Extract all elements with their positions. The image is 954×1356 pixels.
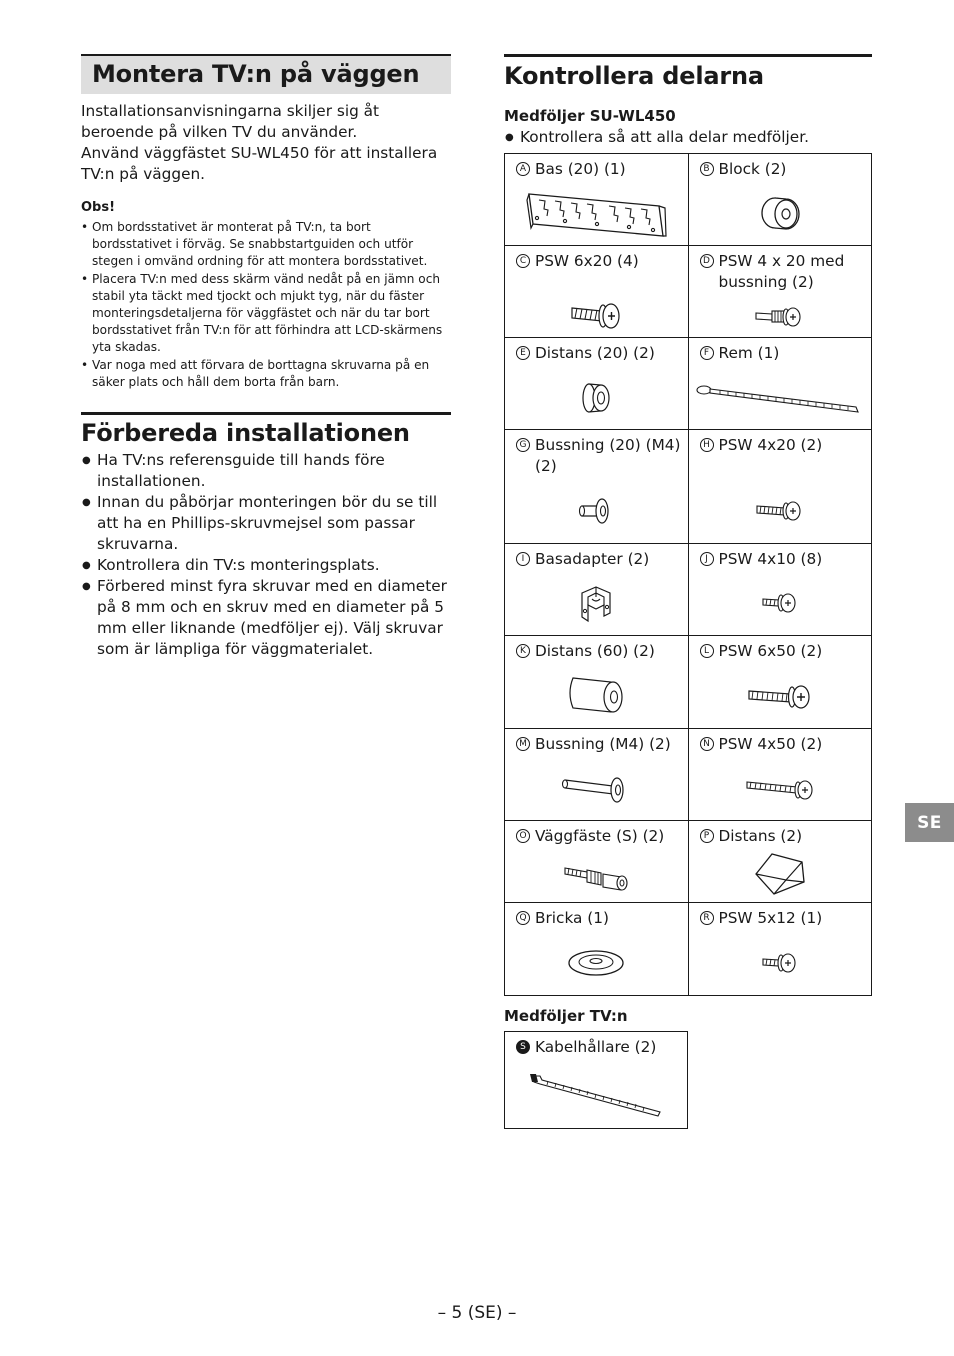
section-heading-mount: Montera TV:n på väggen	[81, 54, 451, 94]
base-bracket-icon	[525, 186, 667, 242]
part-label: Basadapter (2)	[535, 550, 650, 568]
included-with-tv-heading: Medföljer TV:n	[504, 1007, 628, 1025]
screw-icon	[761, 591, 799, 615]
part-cell-c	[505, 246, 689, 338]
letter-q-icon: Q	[516, 911, 530, 925]
note-item: • Om bordsstativet är monterat på TV:n, ta bort bordsstativet i förväg. Se snabbstartguiden och utför stegen i omvänd ordning för att montera bordsstativet.	[81, 219, 451, 271]
note-item: • Var noga med att förvara de borttagna skruvarna på en säker plats och håll dem borta från barn.	[81, 357, 451, 391]
letter-i-icon: I	[516, 552, 530, 566]
part-cell-e	[505, 338, 689, 430]
part-label: Bussning (M4) (2)	[535, 735, 671, 753]
screw-icon	[761, 951, 799, 975]
part-cell-k	[505, 636, 689, 729]
part-cell-d	[688, 246, 872, 338]
part-label: PSW 4x50 (2)	[718, 735, 823, 753]
letter-j-icon: J	[700, 552, 714, 566]
long-bushing-icon	[561, 774, 631, 804]
left-column	[81, 54, 451, 660]
strap-icon	[696, 381, 864, 417]
part-label: Distans (20) (2)	[535, 344, 655, 362]
long-spacer-icon	[565, 674, 627, 716]
letter-e-icon: E	[516, 346, 530, 360]
prepare-item: ● Ha TV:ns referensguide till hands före installationen.	[81, 450, 451, 492]
part-label: Kabelhållare (2)	[535, 1038, 657, 1056]
spacer-icon	[579, 381, 613, 415]
page-number: – 5 (SE) –	[437, 1303, 517, 1323]
screw-with-bushing-icon	[754, 305, 806, 329]
part-label: PSW 6x20 (4)	[535, 252, 639, 270]
letter-h-icon: H	[700, 438, 714, 452]
section-heading-check-parts: Kontrollera delarna	[504, 54, 872, 92]
part-label: PSW 4x10 (8)	[718, 550, 823, 568]
screw-icon	[568, 299, 624, 331]
part-label: PSW 4 x 20 med bussning (2)	[718, 252, 845, 291]
part-cell-o	[505, 821, 689, 903]
prepare-item: ● Innan du påbörjar monteringen bör du se till att ha en Phillips-skruvmejsel som passar skruvarna.	[81, 492, 451, 555]
prepare-list	[81, 450, 451, 660]
part-cell-g	[505, 430, 689, 544]
part-cell-j	[688, 544, 872, 636]
prepare-item: ● Kontrollera din TV:s monteringsplats.	[81, 555, 451, 576]
note-title: Obs!	[81, 200, 116, 215]
part-cell-p	[688, 821, 872, 903]
part-label: Bricka (1)	[535, 909, 609, 927]
screw-icon	[747, 682, 813, 712]
intro-paragraph-1: Installationsanvisningarna skiljer sig åt beroende på vilken TV du använder.	[81, 102, 380, 141]
base-adapter-icon	[576, 583, 616, 625]
bushing-icon	[578, 497, 614, 525]
part-cell-r	[688, 903, 872, 996]
part-label: Bussning (20) (M4) (2)	[535, 436, 681, 475]
letter-g-icon: G	[516, 438, 530, 452]
prepare-item: ● Förbered minst fyra skruvar med en diameter på 8 mm och en skruv med en diameter på 5 mm eller liknande (medföljer ej). Välj skruvar som är lämpliga för väggmaterialet.	[81, 576, 451, 660]
screw-icon	[745, 776, 815, 802]
screw-icon	[755, 499, 805, 523]
letter-s-icon: S	[516, 1040, 530, 1054]
part-cell-s	[505, 1032, 688, 1129]
letter-k-icon: K	[516, 644, 530, 658]
letter-b-icon: B	[700, 162, 714, 176]
cable-tie-icon	[526, 1072, 666, 1120]
letter-l-icon: L	[700, 644, 714, 658]
part-label: Bas (20) (1)	[535, 160, 626, 178]
part-label: Väggfäste (S) (2)	[535, 827, 665, 845]
letter-d-icon: D	[700, 254, 714, 268]
letter-a-icon: A	[516, 162, 530, 176]
part-label: Block (2)	[718, 160, 787, 178]
check-instruction: ● Kontrollera så att alla delar medföljer.	[504, 127, 872, 148]
section-heading-prepare: Förbereda installationen	[81, 412, 451, 449]
wall-anchor-icon	[561, 862, 631, 894]
parts-table	[504, 153, 872, 996]
included-with-bracket-heading: Medföljer SU-WL450	[504, 107, 676, 125]
part-cell-q	[505, 903, 689, 996]
part-label: Distans (60) (2)	[535, 642, 655, 660]
note-item: • Placera TV:n med dess skärm vänd nedåt på en jämn och stabil yta täckt med tjockt och mjukt tyg, när du fäster monteringsdetaljerna för väggfästet och när du tar bort bordsstativet från TV:n för att förhindra att LCD-skärmens yta skadas.	[81, 271, 451, 357]
part-cell-b	[688, 154, 872, 246]
part-label: PSW 6x50 (2)	[718, 642, 823, 660]
part-cell-a	[505, 154, 689, 246]
part-cell-h	[688, 430, 872, 544]
part-cell-l	[688, 636, 872, 729]
part-cell-f	[688, 338, 872, 430]
wedge-spacer-icon	[752, 852, 808, 896]
right-column	[504, 54, 872, 1129]
letter-m-icon: M	[516, 737, 530, 751]
part-cell-n	[688, 729, 872, 821]
tv-parts-table	[504, 1031, 688, 1129]
block-icon	[758, 195, 802, 231]
letter-n-icon: N	[700, 737, 714, 751]
language-tab: SE	[905, 803, 954, 842]
letter-f-icon: F	[700, 346, 714, 360]
note-list	[81, 219, 451, 391]
part-label: PSW 4x20 (2)	[718, 436, 823, 454]
part-label: Rem (1)	[718, 344, 780, 362]
letter-r-icon: R	[700, 911, 714, 925]
part-label: PSW 5x12 (1)	[718, 909, 823, 927]
part-label: Distans (2)	[718, 827, 803, 845]
letter-p-icon: P	[700, 829, 714, 843]
washer-icon	[566, 947, 626, 979]
letter-o-icon: O	[516, 829, 530, 843]
intro-paragraph-2: Använd väggfästet SU-WL450 för att installera TV:n på väggen.	[81, 144, 438, 183]
part-cell-i	[505, 544, 689, 636]
part-cell-m	[505, 729, 689, 821]
letter-c-icon: C	[516, 254, 530, 268]
